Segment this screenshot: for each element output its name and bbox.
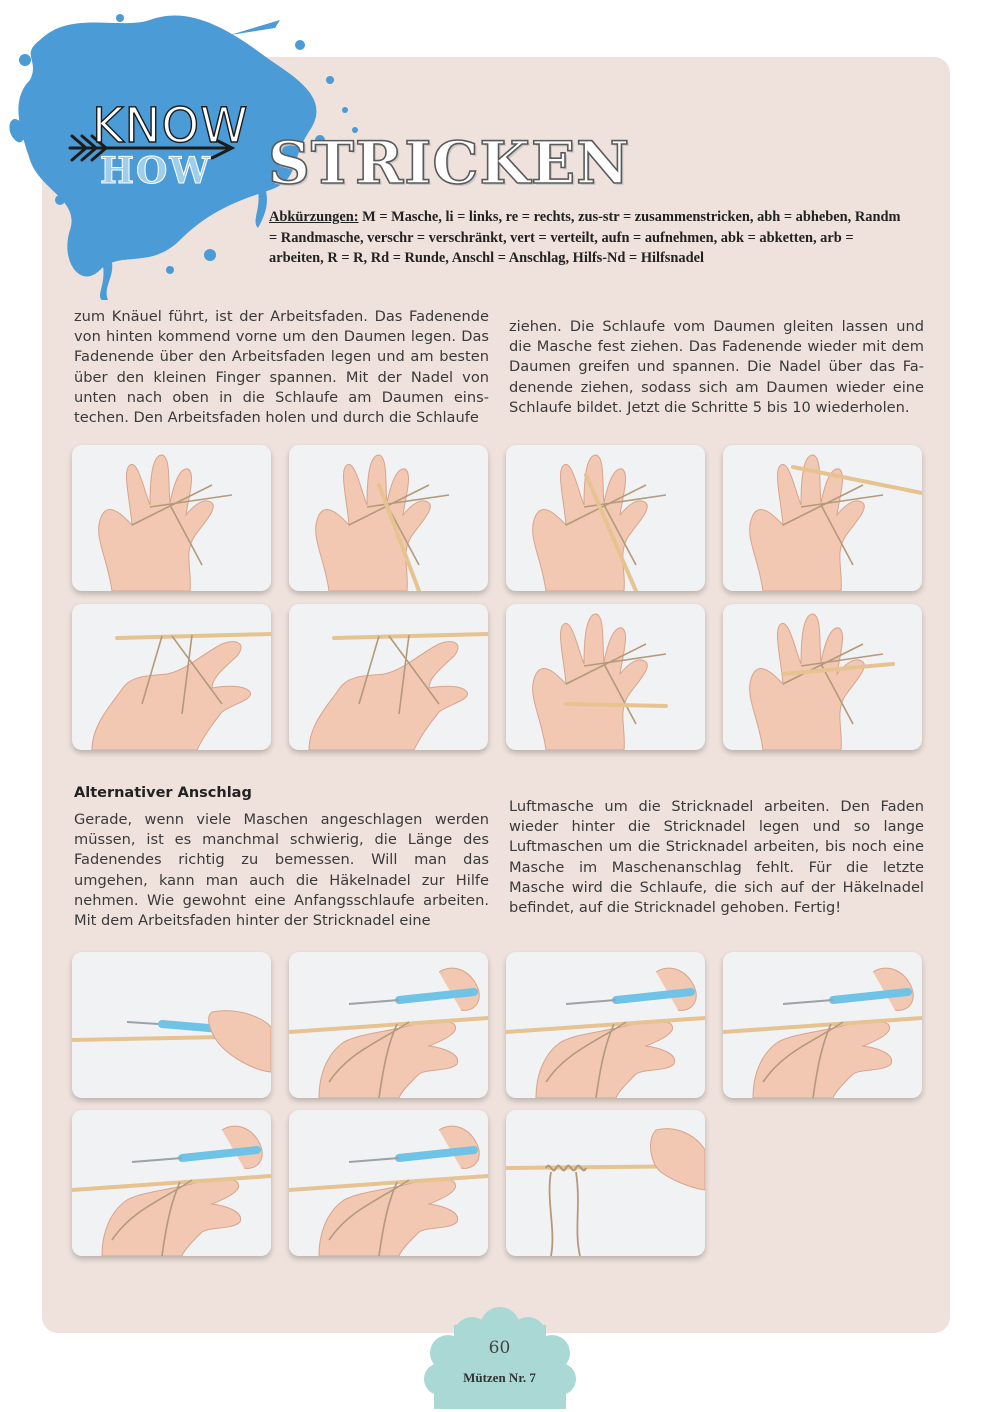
step-photo-1: [72, 445, 271, 591]
page-number: 60: [488, 1338, 511, 1358]
step-photo-15: [506, 1110, 705, 1256]
section1-column-right: ziehen. Die Schlaufe vom Daumen gleiten lassen und die Masche fest ziehen. Das Fadenende wieder mit dem Daumen greifen und spannen. Die Nadel über das Fadenende ziehen, sodass sich am Daumen wieder eine Schlaufe bildet. Jetzt die Schritte 5 bis 10 wiederholen.: [509, 318, 924, 416]
step-photo-9: [72, 952, 271, 1098]
abbreviations-block: [269, 207, 909, 269]
step-photo-13: [72, 1110, 271, 1256]
step-photo-5: [72, 604, 271, 750]
step-photo-12: [723, 952, 922, 1098]
step-photo-14: [289, 1110, 488, 1256]
abbreviations-lead: Abkürzungen:: [269, 209, 359, 225]
step-photo-4: [723, 445, 922, 591]
step-photo-7: [506, 604, 705, 750]
step-photo-3: [506, 445, 705, 591]
page-title: STRICKEN: [268, 129, 631, 197]
badge-how: HOW: [100, 150, 212, 192]
abbreviations-text: M = Masche, li = links, re = rechts, zus-str = zusammenstricken, abh = abheben, Randm = Randmasche, verschr = verschränkt, vert = verteilt, aufn = aufnehmen, abk = abketten, arb = arbeiten, R = R, Rd = Runde, Anschl = Anschlag, Hilfs-Nd = Hilfsnadel: [269, 209, 901, 266]
step-photo-10: [289, 952, 488, 1098]
step-photo-11: [506, 952, 705, 1098]
magazine-name: Mützen Nr. 7: [463, 1370, 536, 1385]
step-photo-2: [289, 445, 488, 591]
step-photo-8: [723, 604, 922, 750]
section2-column-right: Luftmasche um die Stricknadel arbeiten. Den Faden wieder hinter die Stricknadel legen und so lange Luftmaschen um die Stricknadel arbeiten, bis noch eine Masche im Maschenanschlag fehlt. Für die letzte Masche wird die Schlaufe, die sich auf der Häkelnadel befindet, auf die Stricknadel gehoben. Fertig!: [509, 798, 924, 917]
section1-column-left: zum Knäuel führt, ist der Arbeitsfaden. Das Fadenende von hinten kommend vorne um den Daumen legen. Das Fadenende über den Arbeitsfaden legen und am besten über den kleinen Finger spannen. Mit der Nadel von unten nach oben in die Schlaufe am Daumen einstechen. Den Arbeitsfaden holen und durch die Schlaufe: [74, 308, 489, 427]
step-photo-6: [289, 604, 488, 750]
badge-know: KNOW: [92, 98, 249, 154]
section-heading-alternative-cast-on: Alternativer Anschlag: [74, 785, 252, 801]
section2-column-left: Gerade, wenn viele Maschen angeschlagen werden müssen, ist es manchmal schwierig, die Länge des Fadenendes richtig zu bemessen. Will man das umgehen, kann man auch die Häkelnadel zur Hilfe nehmen. Wie gewohnt eine Anfangsschlaufe arbeiten. Mit dem Arbeitsfaden hinter der Stricknadel eine: [74, 811, 489, 930]
